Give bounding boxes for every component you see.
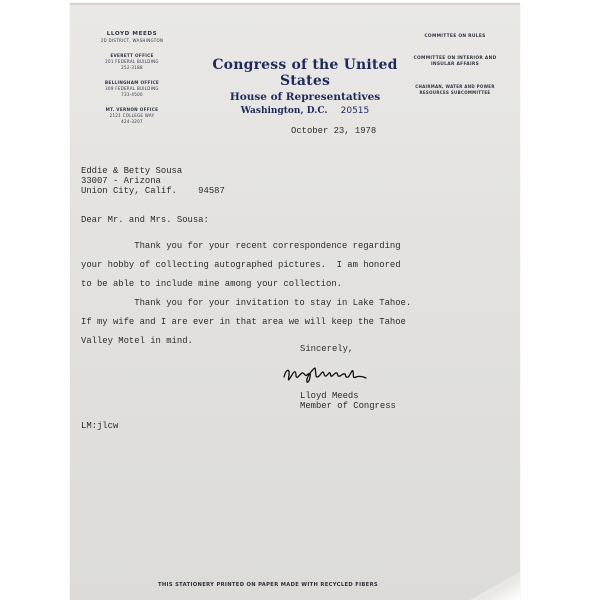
office-everett	[87, 53, 177, 70]
office-address: 309 FEDERAL BUILDING	[105, 86, 159, 91]
congress-title: Congress of the United States	[212, 57, 398, 89]
letterhead-right-column	[405, 34, 505, 97]
letter-date: October 23, 1978	[291, 126, 377, 136]
signer-name: Lloyd Meeds	[300, 391, 359, 401]
recycled-paper-notice: THIS STATIONERY PRINTED ON PAPER MADE WITH RECYCLED FIBERS	[157, 582, 379, 588]
committee-rules: COMMITTEE ON RULES	[424, 34, 486, 39]
recipient-line: Union City, Calif. 94587	[81, 186, 225, 197]
office-mt-vernon	[87, 107, 177, 124]
committee-water-power: CHAIRMAN, WATER AND POWER RESOURCES SUBCOMMITTEE	[415, 83, 495, 95]
recipient-address	[81, 166, 225, 197]
district-label: 2D DISTRICT, WASHINGTON	[100, 38, 164, 43]
house-title: House of Representatives	[229, 91, 381, 103]
office-address: 201 FEDERAL BUILDING	[105, 59, 159, 64]
city-name: Washington, D.C.	[240, 106, 328, 116]
body-line: Thank you for your recent correspondence regarding	[81, 241, 401, 251]
letterhead-title	[200, 57, 410, 116]
body-line: Valley Motel in mind.	[81, 336, 193, 346]
signer-block	[300, 391, 396, 411]
signer-title: Member of Congress	[300, 401, 396, 412]
recipient-line: Eddie & Betty Sousa	[81, 166, 183, 176]
office-phone: 424-3207	[121, 119, 143, 124]
congressman-name: LLOYD MEEDS	[106, 31, 158, 37]
letter-body	[81, 237, 411, 351]
body-line: to be able to include mine among your collection.	[81, 279, 342, 289]
zip-code: 20515	[340, 106, 370, 116]
office-address: 2121 COLLEGE WAY	[109, 113, 155, 118]
office-title: BELLINGHAM OFFICE	[104, 80, 160, 85]
body-line: If my wife and I are ever in that area we will keep the Tahoe	[81, 317, 406, 327]
salutation: Dear Mr. and Mrs. Sousa:	[81, 215, 209, 225]
office-phone: 733-4500	[121, 92, 143, 97]
body-line: Thank you for your invitation to stay in Lake Tahoe.	[81, 298, 412, 308]
closing: Sincerely,	[300, 344, 354, 354]
office-title: EVERETT OFFICE	[110, 53, 154, 58]
paper-top-edge	[70, 3, 520, 5]
reference-initials: LM:jlcw	[81, 421, 119, 431]
committee-interior: COMMITTEE ON INTERIOR AND INSULAR AFFAIRS	[413, 55, 497, 67]
body-line: your hobby of collecting autographed pictures. I am honored	[81, 260, 401, 270]
signature-icon	[280, 363, 370, 385]
office-bellingham	[87, 80, 177, 97]
office-phone: 252-3188	[121, 65, 143, 70]
recipient-line: 33007 - Arizona	[81, 176, 161, 187]
letterhead-left-column	[87, 31, 177, 124]
city-line	[200, 106, 410, 116]
office-title: MT. VERNON OFFICE	[105, 107, 159, 112]
